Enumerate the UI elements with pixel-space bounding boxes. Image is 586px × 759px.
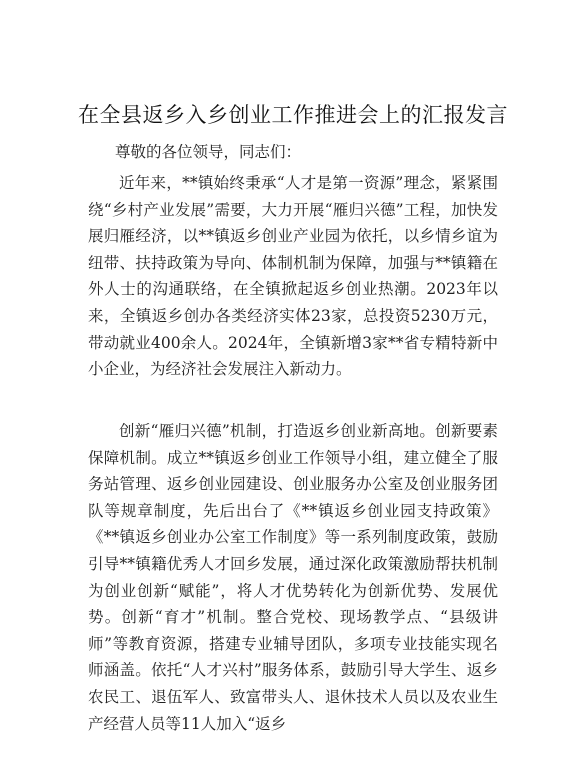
paragraph-1: 近年来，**镇始终秉承“人才是第一资源”理念，紧紧围绕“乡村产业发展”需要，大力开展“雁归兴德”工程，加快发展归雁经济，以**镇返乡创业产业园为依托，以乡情乡谊为纽带、扶持政策为导向、体制机制为保障，加强与**镇籍在外人士的沟通联络，在全镇掀起返乡创业热潮。2023年以来，全镇返乡创办各类经济实体23家，总投资5230万元，带动就业400余人。2024年，全镇新增3家**省专精特新中小企业，为经济社会发展注入新动力。 (88, 174, 498, 379)
greeting: 尊敬的各位领导，同志们： (115, 143, 302, 161)
document-title: 在全县返乡入乡创业工作推进会上的汇报发言 (78, 103, 508, 127)
paragraph-2: 创新“雁归兴德”机制，打造返乡创业新高地。创新要素保障机制。成立**镇返乡创业工作领导小组，建立健全了服务站管理、返乡创业园建设、创业服务办公室及创业服务团队等规章制度，先后出台了《**镇返乡创业园支持政策》《**镇返乡创业办公室工作制度》等一系列制度政策，鼓励引导**镇籍优秀人才回乡发展，通过深化政策激励帮扶机制为创业创新“赋能”，将人才优势转化为创新优势、发展优势。创新“育才”机制。整合党校、现场教学点、“县级讲师”等教育资源，搭建专业辅导团队，多项专业技能实现名师涵盖。依托“人才兴村”服务体系，鼓励引导大学生、返乡农民工、退伍军人、致富带头人、退休技术人员以及农业生产经营人员等11人加入“返乡 (88, 422, 498, 733)
